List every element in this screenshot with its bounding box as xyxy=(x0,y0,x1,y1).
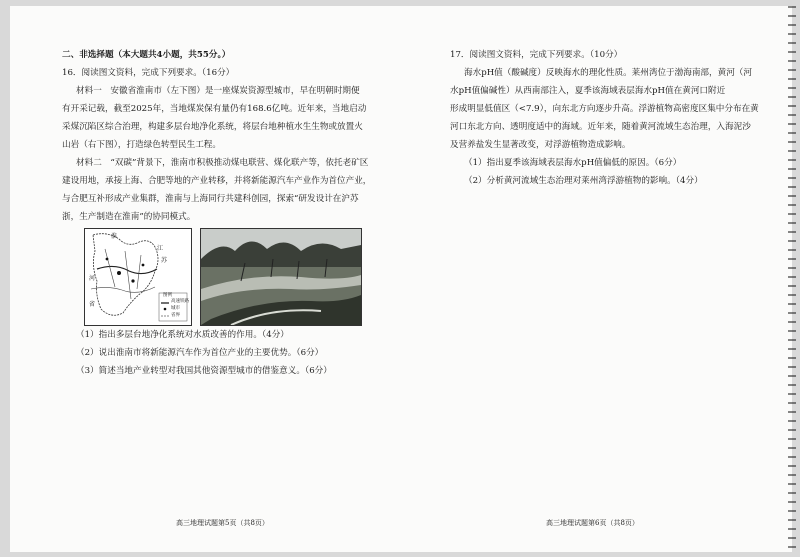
map-label: 江 xyxy=(157,245,164,252)
map-label: 省 xyxy=(89,301,96,308)
legend-item: 省界 xyxy=(171,313,180,318)
map-label: 苏 xyxy=(161,257,168,264)
material1-line: 材料一 安徽省淮南市（左下图）是一座煤炭资源型城市，早在明朝时期便 xyxy=(76,86,360,96)
huainan-location-map xyxy=(84,228,192,326)
map-label: 河 xyxy=(89,275,96,282)
question-16-3: （3）简述当地产业转型对我国其他资源型城市的借鉴意义。（6分） xyxy=(76,366,332,376)
legend-item: 城市 xyxy=(171,306,180,311)
question-17-2: （2）分析黄河流域生态治理对莱州湾浮游植物的影响。（4分） xyxy=(464,176,703,186)
binding-edge xyxy=(788,6,796,552)
page-footer-left: 高三地理试题第5页（共8页） xyxy=(176,519,269,527)
material-line: 河口东北方向、透明度适中的海域。近年来，随着黄河流域生态治理，入海泥沙 xyxy=(450,122,751,132)
exam-sheet xyxy=(10,6,792,552)
material1-line: 有开采记载，截至2025年，当地煤炭保有量仍有168.6亿吨。近年来，当地启动 xyxy=(62,104,367,114)
terrace-wetland-photo xyxy=(200,228,362,326)
question-16-1: （1）指出多层台地净化系统对水质改善的作用。（4分） xyxy=(76,330,289,340)
material2-line: 材料二 “双碳”背景下，淮南市积极推动煤电联营、煤化联产等，依托老矿区 xyxy=(76,158,369,168)
question-16-intro: 16．阅读图文资料，完成下列要求。（16分） xyxy=(62,68,235,78)
legend-item: 高速铁路 xyxy=(171,299,189,304)
left-page xyxy=(62,6,372,552)
right-page xyxy=(450,6,759,552)
page-footer-right: 高三地理试题第6页（共8页） xyxy=(546,519,639,527)
question-16-2: （2）说出淮南市将新能源汽车作为首位产业的主要优势。（6分） xyxy=(76,348,324,358)
material1-line: 山岩（右下图），打造绿色转型民生工程。 xyxy=(62,140,221,150)
question-17-1: （1）指出夏季该海域表层海水pH值偏低的原因。（6分） xyxy=(464,158,682,168)
material2-line: 与合肥互补形成产业集群，淮南与上海同行共建科创园，探索“研发设计在沪苏 xyxy=(62,194,359,204)
question-17-intro: 17．阅读图文资料，完成下列要求。（10分） xyxy=(450,50,623,60)
legend-title: 图例 xyxy=(163,293,172,298)
material2-line: 浙，生产制造在淮南”的协同模式。 xyxy=(62,212,196,222)
material-line: 海水pH值（酸碱度）反映海水的理化性质。莱州湾位于渤海南部，黄河（河 xyxy=(464,68,752,78)
section-heading: 二、非选择题（本大题共4小题，共55分。） xyxy=(62,50,231,60)
material-line: 及营养盐发生显著改变，对浮游植物造成影响。 xyxy=(450,140,631,150)
photo-drawing xyxy=(201,229,361,325)
map-label: 淮 xyxy=(111,233,118,240)
material-line: 形成明显低值区（<7.9），向东北方向逐步升高。浮游植物高密度区集中分布在黄 xyxy=(450,104,759,114)
material1-line: 采煤沉陷区综合治理，构建多层台地净化系统，将层台地种植水生生物或放置火 xyxy=(62,122,363,132)
material2-line: 建设用地，承接上海、合肥等地的产业转移，并将新能源汽车产业作为首位产业， xyxy=(62,176,372,186)
material-line: 水pH值偏碱性）从西南部注入，夏季该海域表层海水pH值在黄河口附近 xyxy=(450,86,726,96)
